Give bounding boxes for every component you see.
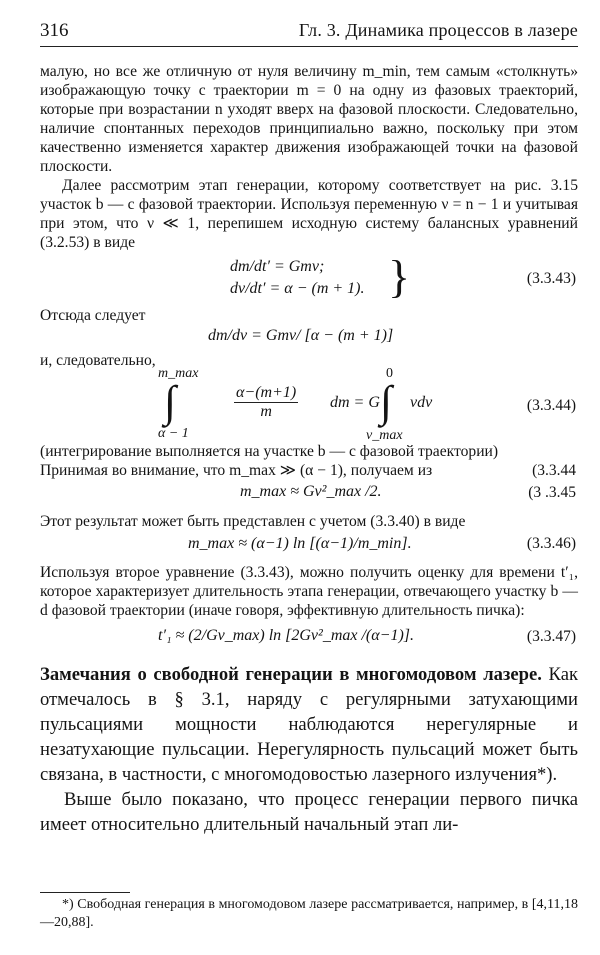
equation-dm-dnu <box>40 325 578 351</box>
eq-3-3-44-middle: dm = G <box>330 394 380 411</box>
running-header <box>40 18 578 47</box>
eq-3-3-45-formula: m_max ≈ Gν²_max /2. <box>240 483 382 500</box>
line-taking <box>40 461 578 480</box>
paragraph-first-spike: Выше было показано, что процесс генерации первого пичка имеет относительно длительный начальный этап ли- <box>40 789 578 835</box>
footnote: *) Свободная генерация в многомодовом лазере рассматривается, например, в [4,11,18—20,88]. <box>40 897 578 930</box>
eq-number-3-3-44: (3.3.44) <box>526 397 576 414</box>
integral-lower-limit-right: ν_max <box>366 428 403 443</box>
text-hence: Отсюда следует <box>40 307 146 324</box>
text-integration-note: (интегрирование выполняется на участке b — c фазовой траектории) <box>40 443 499 460</box>
footnote-rule <box>40 892 130 893</box>
right-brace: } <box>388 251 411 302</box>
integral-lower-limit: α − 1 <box>158 426 189 441</box>
equation-3-3-45 <box>40 480 578 506</box>
eq-3-3-46-formula: m_max ≈ (α−1) ln [(α−1)/m_min]. <box>188 535 412 552</box>
section-remarks <box>40 662 578 787</box>
eq-number-3-3-43: (3.3.43) <box>526 270 576 287</box>
integral-sign-right: ∫ <box>380 377 393 426</box>
integral-sign-left: ∫ <box>164 377 177 426</box>
eq-3-3-43-line1: dm/dt′ = Gmν; <box>230 258 325 275</box>
running-title: Гл. 3. Динамика процессов в лазере <box>298 20 578 40</box>
eq-number-3-3-45: (3 .3.45 <box>528 484 576 501</box>
equation-3-3-44 <box>40 366 578 443</box>
eq-3-3-43-line2: dν/dt′ = α − (m + 1). <box>230 280 365 297</box>
body-text <box>40 62 578 837</box>
equation-3-3-43 <box>40 252 578 306</box>
integral-upper-limit-right: 0 <box>386 366 393 381</box>
equation-3-3-47 <box>40 620 578 654</box>
section-title: Замечания о свободной генерации в многомодовом лазере. <box>40 664 542 685</box>
eq-3-3-47-formula: t′₁ ≈ (2/Gν_max) ln [2Gν²_max /(α−1)]. <box>158 627 415 644</box>
paragraph-phase-plane: малую, но все же отличную от нуля величину m_min, тем самым «столкнуть» изображающую точку с траектории m = 0 на одну из фазовых траекторий, которые при возрастании n уходят вверх на фазовой плоскости. Следовательно, наличие спонтанных переходов принципиально важно, поскольку при этом качественно изменяется характер движения изображающей точки на фазовой плоскости. <box>40 63 578 175</box>
integrand-fraction <box>234 384 298 421</box>
equation-3-3-46 <box>40 531 578 557</box>
text-taking-into-account: Принимая во внимание, что m_max ≫ (α − 1), получаем из <box>40 462 433 479</box>
page-number: 316 <box>40 20 69 41</box>
eq-reference-3-3-44: (3.3.44 <box>532 461 576 479</box>
text-result: Этот результат может быть представлен с учетом (3.3.40) в виде <box>40 513 466 530</box>
paragraph-generation-stage: Далее рассмотрим этап генерации, которому соответствует на рис. 3.15 участок b — c фазовой траектории. Используя переменную ν = n − 1 и учитывая при этом, что ν ≪ 1, перепишем исходную систему балансных уравнений (3.2.53) в виде <box>40 177 578 251</box>
section-text: Как отмечалось в § 3.1, наряду с регулярными затухающими пульсациями мощности наблюдаются нерегулярные и незатухающие пульсации. Нерегулярность пульсаций может быть связана, в частности, с многомодовостью лазерного излучения*). <box>40 664 578 785</box>
eq-dm-dnu-formula: dm/dν = Gmν/ [α − (m + 1)] <box>208 327 394 344</box>
text-therefore: и, следовательно, <box>40 352 156 369</box>
paragraph-using-second-equation: Используя второе уравнение (3.3.43), можно получить оценку для времени t′₁, которое характеризует длительность этапа генерации, отвечающего участку b — d фазовой траектории (иначе говоря, эффективную длительность пичка): <box>40 564 578 619</box>
integrand-right: νdν <box>410 394 433 411</box>
integral-upper-limit: m_max <box>158 366 199 381</box>
fraction-denominator: m <box>260 403 272 420</box>
eq-number-3-3-47: (3.3.47) <box>526 628 576 645</box>
fraction-numerator: α−(m+1) <box>236 384 297 401</box>
eq-number-3-3-46: (3.3.46) <box>526 535 576 552</box>
